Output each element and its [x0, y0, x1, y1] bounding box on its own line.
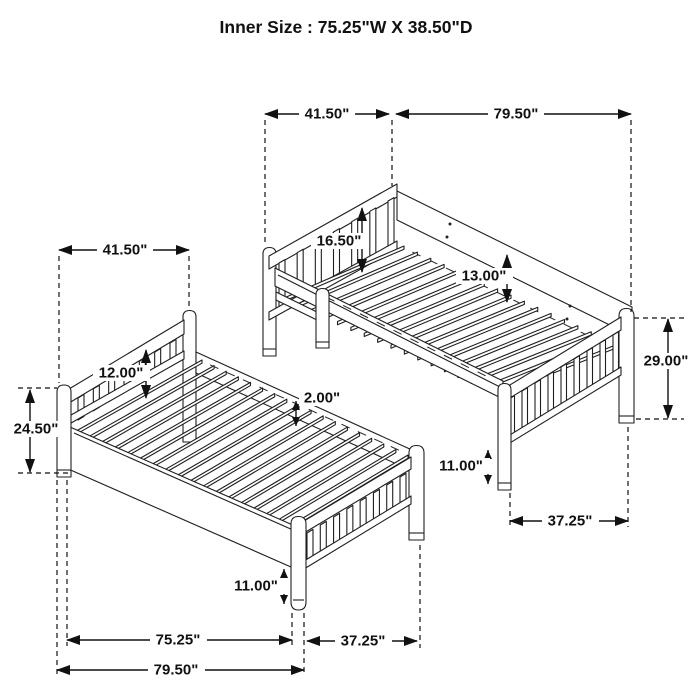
- dim-upper-leg-height: [432, 450, 490, 484]
- lower-bed-drawing: [57, 311, 424, 611]
- dim-label-lower-inner-length: 75.25": [155, 631, 201, 649]
- dim-upper-depth: [510, 427, 628, 530]
- dim-label-upper-width: 41.50": [304, 105, 350, 123]
- dim-label-lower-overall-length: 79.50": [153, 661, 199, 679]
- dim-label-lower-headboard-height: 12.00": [98, 364, 144, 382]
- upper-right-arm-near-post: [498, 384, 511, 491]
- dim-label-lower-leg-height: 11.00": [234, 577, 278, 595]
- dim-lower-overall-length: [57, 662, 304, 679]
- dim-label-upper-leg-height: 11.00": [439, 457, 483, 475]
- upper-back-rail: [397, 191, 632, 336]
- bolt: [446, 236, 449, 239]
- upper-guard-post: [316, 289, 329, 349]
- dim-label-lower-width: 41.50": [102, 241, 148, 259]
- page-title: Inner Size : 75.25"W X 38.50"D: [219, 17, 473, 37]
- dim-label-upper-overall-height: 29.00": [643, 352, 689, 370]
- dim-upper-overall-height: [634, 318, 695, 419]
- dim-lower-inner-length: [67, 632, 292, 649]
- dim-label-upper-length: 79.50": [493, 105, 539, 123]
- dim-label-upper-back-rail-height: 13.00": [461, 267, 507, 285]
- dim-label-lower-depth: 37.25": [340, 632, 386, 650]
- dim-label-upper-armrest-height: 16.50": [316, 232, 362, 250]
- bolt: [449, 223, 452, 226]
- bolt: [569, 305, 572, 308]
- dim-lower-leg-height: [227, 569, 285, 604]
- dim-label-lower-overall-height: 24.50": [13, 420, 59, 438]
- dim-lower-depth: [307, 633, 417, 650]
- bolt: [566, 318, 569, 321]
- dim-label-upper-depth: 37.25": [547, 512, 593, 530]
- lower-footboard-near-post: [291, 517, 306, 611]
- dim-label-lower-slat-thickness: 2.00": [303, 389, 341, 407]
